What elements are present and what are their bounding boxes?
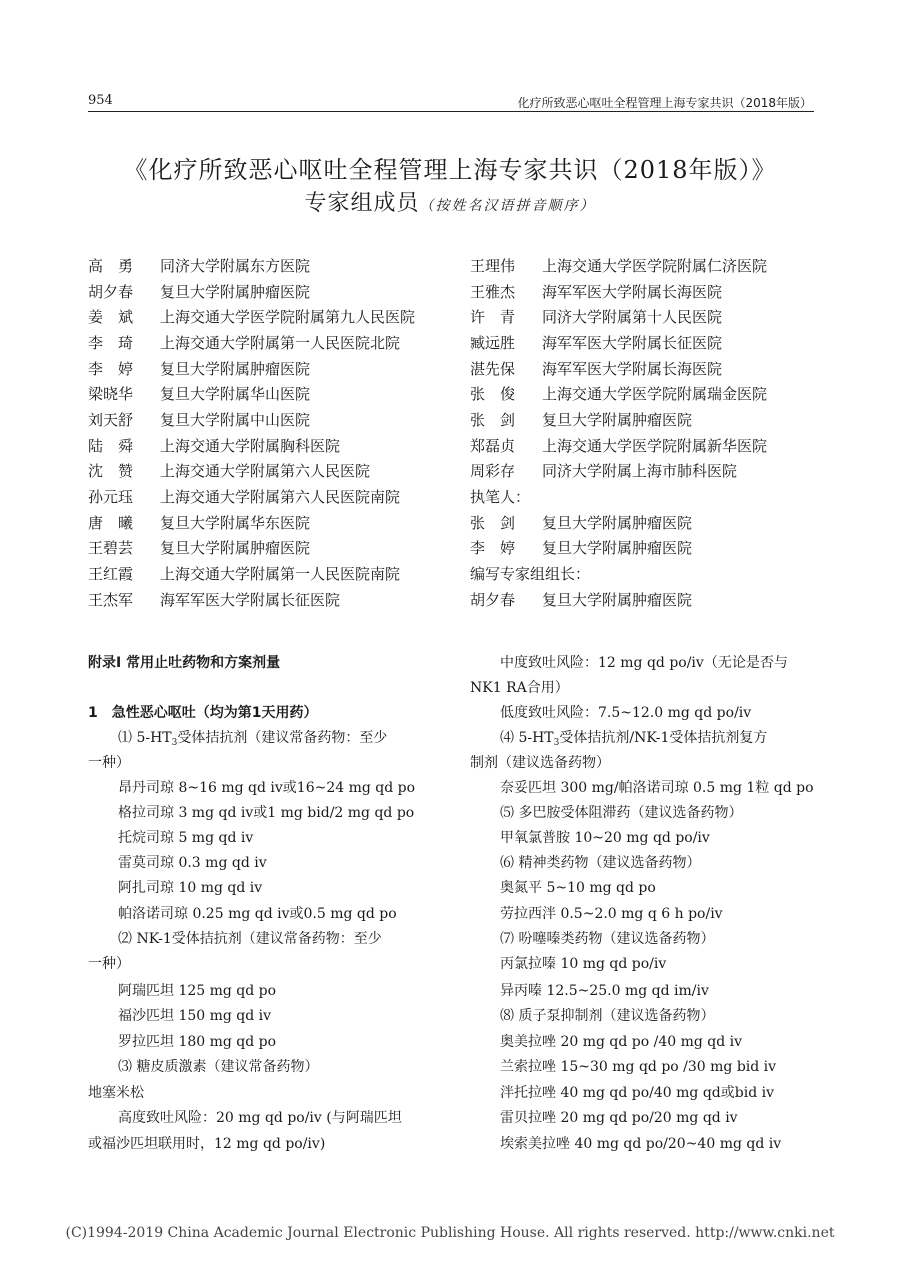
body-line: 奥美拉唑 20 mg qd po /40 mg qd iv — [500, 1034, 743, 1050]
member-hospital: 复旦大学附属中山医院 — [160, 411, 311, 429]
member-hospital: 上海交通大学附属第一人民医院南院 — [160, 565, 401, 583]
member-name: 王红霞 — [88, 565, 134, 583]
member-name: 唐 曦 — [88, 514, 134, 532]
member-hospital: 复旦大学附属华山医院 — [160, 385, 311, 403]
member-name: 李 琦 — [88, 334, 134, 352]
member-hospital: 同济大学附属上海市肺科医院 — [542, 462, 738, 480]
member-hospital: 上海交通大学附属第一人民医院北院 — [160, 334, 401, 352]
line-text: ⑷ 5-HT — [500, 730, 554, 746]
body-line: 兰索拉唑 15~30 mg qd po /30 mg bid iv — [500, 1059, 777, 1075]
body-line: 或福沙匹坦联用时，12 mg qd po/iv) — [88, 1136, 326, 1152]
body-line: 帕洛诺司琼 0.25 mg qd iv或0.5 mg qd po — [118, 906, 397, 922]
body-line: 阿瑞匹坦 125 mg qd po — [118, 983, 277, 999]
body-line: 劳拉西泮 0.5~2.0 mg q 6 h po/iv — [500, 906, 723, 922]
member-hospital: 复旦大学附属华东医院 — [160, 514, 311, 532]
member-hospital: 上海交通大学附属第六人民医院南院 — [160, 488, 401, 506]
member-name: 周彩存 — [470, 462, 516, 480]
member-hospital: 上海交通大学医学院附属新华医院 — [542, 437, 768, 455]
member-name: 张 剑 — [470, 411, 516, 429]
body-line: ⑵ NK-1受体拮抗剂（建议常备药物：至少 — [118, 931, 382, 947]
member-name: 梁晓华 — [88, 385, 134, 403]
body-line: 奥氮平 5~10 mg qd po — [500, 880, 656, 896]
page-number: 954 — [88, 93, 113, 108]
body-line: 福沙匹坦 150 mg qd iv — [118, 1008, 272, 1024]
member-hospital: 复旦大学附属肿瘤医院 — [160, 283, 311, 301]
header-rule — [88, 111, 814, 112]
body-line: ⑹ 精神类药物（建议选备药物） — [500, 855, 701, 871]
body-line: 昂丹司琼 8~16 mg qd iv或16~24 mg qd po — [118, 780, 416, 796]
body-line: 奈妥匹坦 300 mg/帕洛诺司琼 0.5 mg 1粒 qd po — [500, 780, 814, 796]
body-line: 格拉司琼 3 mg qd iv或1 mg bid/2 mg qd po — [118, 805, 415, 821]
member-hospital: 同济大学附属第十人民医院 — [542, 308, 723, 326]
body-line: 泮托拉唑 40 mg qd po/40 mg qd或bid iv — [500, 1085, 774, 1101]
writer-name: 张 剑 — [470, 514, 516, 532]
member-name: 胡夕春 — [88, 283, 134, 301]
member-name: 湛先保 — [470, 360, 516, 378]
member-name: 孙元珏 — [88, 488, 134, 506]
body-line: 雷贝拉唑 20 mg qd po/20 mg qd iv — [500, 1110, 738, 1126]
body-line: ⑺ 吩噻嗪类药物（建议选备药物） — [500, 931, 715, 947]
member-hospital: 复旦大学附属肿瘤医院 — [160, 539, 311, 557]
member-hospital: 海军军医大学附属长海医院 — [542, 360, 723, 378]
writer-hospital: 复旦大学附属肿瘤医院 — [542, 539, 693, 557]
body-line: 异丙嗪 12.5~25.0 mg qd im/iv — [500, 983, 709, 999]
line-text: ⑴ 5-HT — [118, 730, 172, 746]
body-line: 制剂（建议选备药物） — [470, 755, 610, 771]
member-name: 刘天舒 — [88, 411, 134, 429]
member-hospital: 上海交通大学医学院附属仁济医院 — [542, 257, 768, 275]
body-line: 阿扎司琼 10 mg qd iv — [118, 880, 263, 896]
body-line: 一种） — [88, 956, 130, 972]
member-name: 臧远胜 — [470, 334, 516, 352]
body-line: 埃索美拉唑 40 mg qd po/20~40 mg qd iv — [500, 1136, 782, 1152]
body-line: 托烷司琼 5 mg qd iv — [118, 830, 254, 846]
line-text: 受体拮抗剂（建议常备药物：至少 — [177, 730, 388, 746]
member-hospital: 同济大学附属东方医院 — [160, 257, 311, 275]
member-hospital: 海军军医大学附属长征医院 — [160, 591, 341, 609]
member-name: 王雅杰 — [470, 283, 516, 301]
leader-name: 胡夕春 — [470, 591, 516, 609]
member-name: 许 青 — [470, 308, 516, 326]
article-title: 《化疗所致恶心呕吐全程管理上海专家共识（2018年版）》 — [123, 156, 777, 184]
member-hospital: 上海交通大学医学院附属瑞金医院 — [542, 385, 768, 403]
body-line: ⑸ 多巴胺受体阻滞药（建议选备药物） — [500, 805, 743, 821]
member-name: 李 婷 — [88, 360, 134, 378]
body-line: ⑻ 质子泵抑制剂（建议选备药物） — [500, 1008, 715, 1024]
appendix-title: 附录Ⅰ 常用止吐药物和方案剂量 — [88, 655, 281, 671]
member-hospital: 海军军医大学附属长征医院 — [542, 334, 723, 352]
body-line: NK1 RA合用） — [470, 680, 569, 696]
member-name: 沈 赞 — [88, 462, 134, 480]
member-name: 姜 斌 — [88, 308, 134, 326]
copyright-footer: (C)1994-2019 China Academic Journal Electronic Publishing House. All rights reserved. http://www.cnki.net — [65, 1225, 835, 1241]
writer-hospital: 复旦大学附属肿瘤医院 — [542, 514, 693, 532]
body-line: ⑶ 糖皮质激素（建议常备药物） — [118, 1059, 319, 1075]
subtitle — [0, 186, 900, 217]
body-line: 罗拉匹坦 180 mg qd po — [118, 1034, 277, 1050]
body-line: 甲氧氯普胺 10~20 mg qd po/iv — [500, 830, 710, 846]
body-line: 雷莫司琼 0.3 mg qd iv — [118, 855, 267, 871]
member-name: 郑磊贞 — [470, 437, 516, 455]
body-line: 丙氯拉嗪 10 mg qd po/iv — [500, 956, 667, 972]
member-hospital: 上海交通大学附属胸科医院 — [160, 437, 341, 455]
body-line: 一种） — [88, 755, 130, 771]
member-hospital: 复旦大学附属肿瘤医院 — [160, 360, 311, 378]
writer-name: 李 婷 — [470, 539, 516, 557]
body-line — [500, 727, 767, 748]
section-heading: 1 急性恶心呕吐（均为第1天用药） — [88, 705, 318, 721]
line-text: 受体拮抗剂/NK-1受体拮抗剂复方 — [559, 730, 768, 746]
leader-label: 编写专家组组长： — [470, 565, 591, 583]
member-hospital: 海军军医大学附属长海医院 — [542, 283, 723, 301]
subscript: 3 — [171, 738, 178, 748]
body-line: 低度致吐风险：7.5~12.0 mg qd po/iv — [500, 705, 752, 721]
running-header: 化疗所致恶心呕吐全程管理上海专家共识（2018年版） — [517, 96, 812, 110]
member-name: 高 勇 — [88, 257, 134, 275]
leader-hospital: 复旦大学附属肿瘤医院 — [542, 591, 693, 609]
body-line: 中度致吐风险：12 mg qd po/iv（无论是否与 — [500, 655, 788, 671]
body-line: 地塞米松 — [88, 1085, 144, 1101]
member-hospital: 上海交通大学附属第六人民医院 — [160, 462, 371, 480]
subtitle-main: 专家组成员 — [304, 191, 420, 216]
body-line — [118, 727, 387, 748]
member-name: 王碧芸 — [88, 539, 134, 557]
member-name: 陆 舜 — [88, 437, 134, 455]
subscript: 3 — [553, 738, 560, 748]
member-name: 王杰军 — [88, 591, 134, 609]
subtitle-note: （按姓名汉语拼音顺序） — [419, 198, 596, 214]
writers-label: 执笔人： — [470, 488, 531, 506]
member-hospital: 复旦大学附属肿瘤医院 — [542, 411, 693, 429]
body-line: 高度致吐风险：20 mg qd po/iv (与阿瑞匹坦 — [118, 1110, 402, 1126]
member-name: 张 俊 — [470, 385, 516, 403]
member-name: 王理伟 — [470, 257, 516, 275]
member-hospital: 上海交通大学医学院附属第九人民医院 — [160, 308, 416, 326]
